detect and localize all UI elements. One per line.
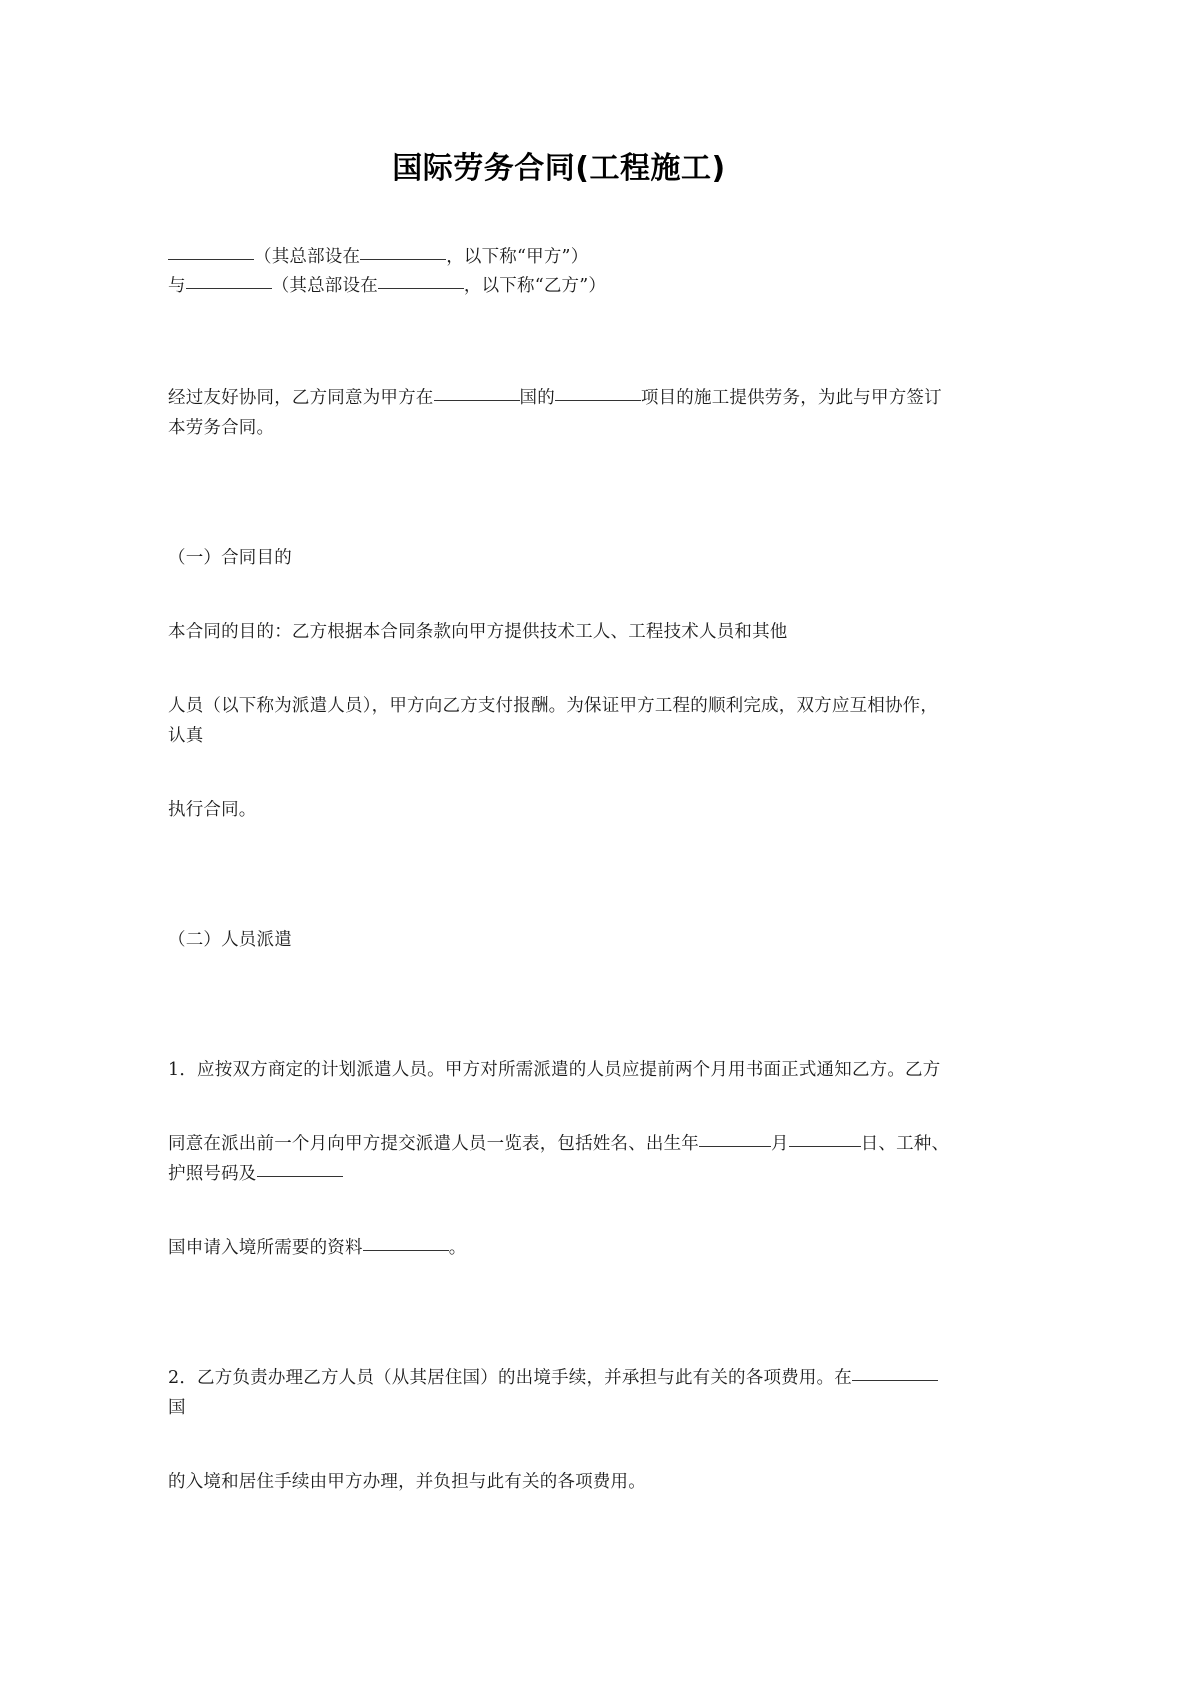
spacer-before-item-2	[168, 1263, 950, 1363]
blank-entry-country[interactable]	[852, 1380, 938, 1381]
item-2-text-1: 乙方负责办理乙方人员（从其居住国）的出境手续，并承担与此有关的各项费用。在	[197, 1367, 852, 1388]
spacer-clause-2	[168, 1189, 950, 1233]
section-two-item-2	[168, 1363, 950, 1423]
parties-block	[168, 243, 950, 301]
spacer-section-two-heading	[168, 955, 950, 1055]
section-heading-one: （一）合同目的	[168, 547, 292, 568]
section-two-item-2-tail: 的入境和居住手续由甲方办理，并负担与此有关的各项费用。	[168, 1471, 646, 1492]
blank-passport-extra[interactable]	[257, 1176, 343, 1177]
spacer-s1-p1	[168, 647, 950, 691]
party-a-text-1: （其总部设在	[254, 246, 361, 267]
party-a-text-2: ，以下称“甲方”）	[446, 246, 589, 267]
clause-3-text-1: 国申请入境所需要的资料	[168, 1237, 363, 1258]
preamble-text-1: 经过友好协同，乙方同意为甲方在	[168, 387, 434, 408]
section-two-item-1	[168, 1055, 950, 1085]
spacer-s1-p2	[168, 751, 950, 795]
party-b-prefix: 与	[168, 275, 186, 296]
item-2-number: 2．	[168, 1367, 198, 1388]
blank-party-a-name[interactable]	[168, 259, 254, 260]
preamble-paragraph	[168, 383, 950, 443]
item-2-text-2: 国	[168, 1397, 186, 1418]
blank-party-b-name[interactable]	[186, 288, 272, 289]
blank-party-a-hq[interactable]	[360, 259, 446, 260]
section-one-paragraph-1: 本合同的目的：乙方根据本合同条款向甲方提供技术工人、工程技术人员和其他	[168, 621, 788, 642]
section-heading-two: （二）人员派遣	[168, 929, 292, 950]
spacer-item-2	[168, 1423, 950, 1467]
blank-entry-materials[interactable]	[363, 1250, 449, 1251]
section-one-paragraph-3: 执行合同。	[168, 799, 257, 820]
party-line-first	[168, 243, 950, 272]
section-one-paragraph-2: 人员（以下称为派遣人员），甲方向乙方支付报酬。为保证甲方工程的顺利完成，双方应互相协作，认真	[168, 695, 939, 746]
clause-2-text-1: 同意在派出前一个月向甲方提交派遣人员一览表，包括姓名、出生年	[168, 1133, 699, 1154]
blank-party-b-hq[interactable]	[378, 288, 464, 289]
section-two-clause-2	[168, 1129, 950, 1189]
item-1-text: 应按双方商定的计划派遣人员。甲方对所需派遣的人员应提前两个月用书面正式通知乙方。乙方	[197, 1059, 941, 1080]
blank-project[interactable]	[555, 400, 641, 401]
spacer-section-one-heading	[168, 573, 950, 617]
section-two-clause-3	[168, 1233, 950, 1263]
clause-3-text-2: 。	[448, 1237, 467, 1258]
blank-birth-month[interactable]	[699, 1146, 771, 1147]
party-b-text-1: （其总部设在	[271, 275, 378, 296]
clause-2-text-3: 日、工种、护照号码及	[168, 1133, 950, 1184]
page-title: 国际劳务合同(工程施工)	[392, 151, 726, 186]
spacer-after-parties	[168, 301, 950, 383]
party-b-text-2: ，以下称“乙方”）	[463, 275, 607, 296]
preamble-text-2: 国的	[519, 387, 555, 408]
preamble-text-3: 项目的施工提供劳务，为此与甲方签订本劳务合同。	[168, 387, 942, 438]
blank-country[interactable]	[434, 400, 520, 401]
item-1-number: 1．	[168, 1059, 198, 1080]
party-line-second	[168, 272, 950, 301]
spacer-item-1	[168, 1085, 950, 1129]
spacer-before-section-one	[168, 443, 950, 543]
document-content	[168, 0, 950, 1497]
clause-2-text-2: 月	[771, 1133, 789, 1154]
blank-birth-day[interactable]	[789, 1146, 861, 1147]
spacer-before-section-two	[168, 825, 950, 925]
